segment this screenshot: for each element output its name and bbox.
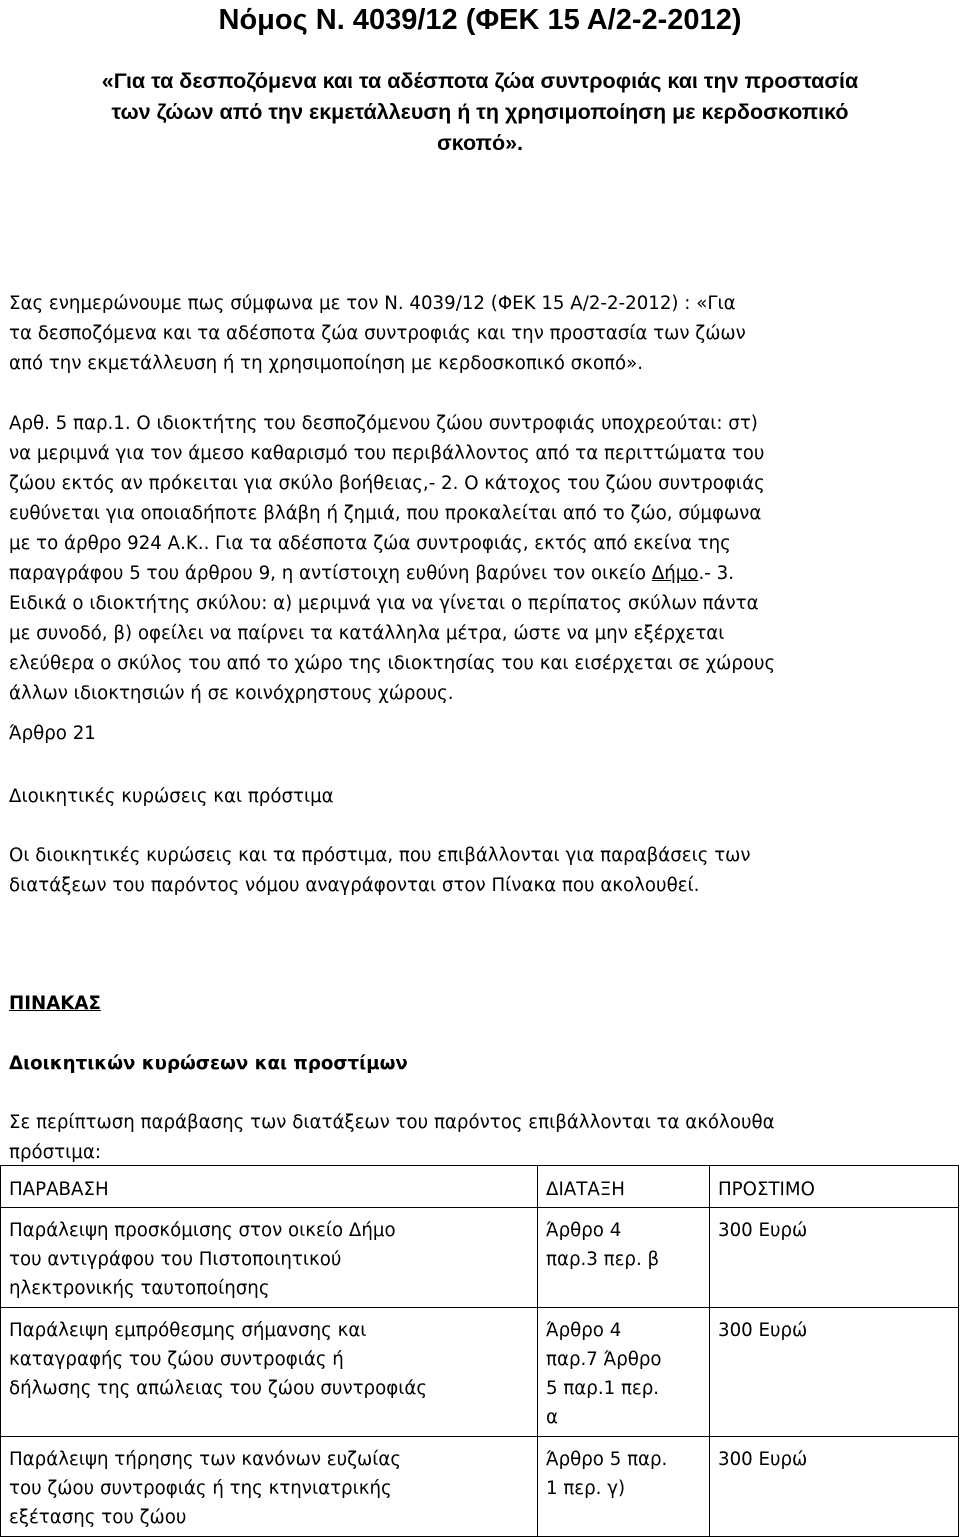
violation-line: Παράλειψη εμπρόθεσμης σήμανσης και — [9, 1320, 367, 1341]
article-21-title-text: Άρθρο 21 — [9, 723, 96, 744]
article-line: με συνοδό, β) οφείλει να παίρνει τα κατάλληλα μέτρα, ώστε να μην εξέρχεται — [9, 623, 725, 644]
violation-line: δήλωσης της απώλειας του ζώου συντροφιάς — [9, 1378, 428, 1399]
violation-cell — [1, 1208, 538, 1308]
violation-line: καταγραφής του ζώου συντροφιάς ή — [9, 1349, 344, 1370]
header-violation: ΠΑΡΑΒΑΣΗ — [1, 1166, 538, 1208]
article-21-line: Οι διοικητικές κυρώσεις και τα πρόστιμα, που επιβάλλονται για παραβάσεις των — [9, 845, 751, 866]
header-fine: ΠΡΟΣΤΙΜΟ — [710, 1166, 959, 1208]
pinakas-subtitle-text: Διοικητικών κυρώσεων και προστίμων — [9, 1053, 408, 1074]
article-21-title — [9, 719, 954, 749]
table-row — [1, 1308, 959, 1437]
intro-line: Σας ενημερώνουμε πως σύμφωνα με τον Ν. 4039/12 (ΦΕΚ 15 Α/2-2-2012) : «Για — [9, 293, 736, 314]
provision-line: 1 περ. γ) — [546, 1478, 626, 1499]
violation-line: Παράλειψη προσκόμισης στον οικείο Δήμο — [9, 1220, 396, 1241]
article-line: ζώου εκτός αν πρόκειται για σκύλο βοήθειας,- 2. Ο κάτοχος του ζώου συντροφιάς — [9, 473, 765, 494]
table-header-row — [1, 1166, 959, 1208]
violation-line: του αντιγράφου του Πιστοποιητικού — [9, 1249, 342, 1270]
subtitle-line: σκοπό». — [436, 131, 524, 155]
provision-line: α — [546, 1407, 558, 1428]
pinakas-title — [9, 989, 954, 1019]
article-line-tail: .- 3. — [698, 563, 734, 584]
article-line: ευθύνεται για οποιαδήποτε βλάβη ή ζημιά, που προκαλείται από το ζώο, σύμφωνα — [9, 503, 762, 524]
document-title: Νόμος Ν. 4039/12 (ΦΕΚ 15 Α/2-2-2012) — [218, 4, 742, 36]
article-line: άλλων ιδιοκτησιών ή σε κοινόχρηστους χώρους. — [9, 683, 454, 704]
subtitle-line: των ζώων από την εκμετάλλευση ή τη χρησιμοποίηση με κερδοσκοπικό — [111, 100, 849, 124]
provision-line: παρ.3 περ. β — [546, 1249, 660, 1270]
subtitle-line: «Για τα δεσποζόμενα και τα αδέσποτα ζώα συντροφιάς και την προστασία — [101, 69, 859, 93]
provision-cell — [538, 1437, 710, 1537]
provision-line: Άρθρο 4 — [546, 1320, 622, 1341]
provision-cell — [538, 1308, 710, 1437]
article-5-paragraph — [9, 409, 954, 709]
pinakas-subtitle — [9, 1049, 954, 1079]
violation-line: ηλεκτρονικής ταυτοποίησης — [9, 1278, 270, 1299]
violation-line: εξέτασης του ζώου — [9, 1507, 187, 1528]
law-subtitle — [0, 66, 960, 159]
table-row — [1, 1437, 959, 1537]
pinakas-intro-line: πρόστιμα: — [9, 1142, 101, 1163]
article-line-text: παραγράφου 5 του άρθρου 9, η αντίστοιχη ευθύνη βαρύνει τον οικείο — [9, 563, 652, 584]
article-21-paragraph — [9, 841, 954, 901]
violation-cell — [1, 1437, 538, 1537]
pinakas-intro — [9, 1108, 954, 1168]
provision-line: Άρθρο 4 — [546, 1220, 622, 1241]
article-21-line: διατάξεων του παρόντος νόμου αναγράφονται στον Πίνακα που ακολουθεί. — [9, 875, 700, 896]
article-21-heading-text: Διοικητικές κυρώσεις και πρόστιμα — [9, 786, 334, 807]
fine-cell: 300 Ευρώ — [710, 1308, 959, 1437]
violation-line: του ζώου συντροφιάς ή της κτηνιατρικής — [9, 1478, 392, 1499]
pinakas-intro-line: Σε περίπτωση παράβασης των διατάξεων του παρόντος επιβάλλονται τα ακόλουθα — [9, 1112, 775, 1133]
provision-cell — [538, 1208, 710, 1308]
article-line-with-link — [9, 559, 954, 589]
article-line: με το άρθρο 924 Α.Κ.. Για τα αδέσποτα ζώα συντροφιάς, εκτός από εκείνα της — [9, 533, 731, 554]
provision-line: παρ.7 Άρθρο — [546, 1349, 662, 1370]
fine-cell: 300 Ευρώ — [710, 1437, 959, 1537]
pinakas-title-text: ΠΙΝΑΚΑΣ — [9, 993, 101, 1014]
municipality-link[interactable]: Δήμο — [651, 563, 699, 584]
header-provision: ΔΙΑΤΑΞΗ — [538, 1166, 710, 1208]
intro-paragraph — [9, 289, 954, 379]
intro-line: τα δεσποζόμενα και τα αδέσποτα ζώα συντροφιάς και την προστασία των ζώων — [9, 323, 746, 344]
article-21-heading — [9, 782, 954, 812]
article-line: Ειδικά ο ιδιοκτήτης σκύλου: α) μεριμνά για να γίνεται ο περίπατος σκύλων πάντα — [9, 593, 759, 614]
fines-table — [0, 1165, 959, 1537]
article-line: Αρθ. 5 παρ.1. Ο ιδιοκτήτης του δεσποζόμενου ζώου συντροφιάς υποχρεούται: στ) — [9, 413, 758, 434]
violation-cell — [1, 1308, 538, 1437]
fine-cell: 300 Ευρώ — [710, 1208, 959, 1308]
violation-line: Παράλειψη τήρησης των κανόνων ευζωίας — [9, 1449, 402, 1470]
intro-line: από την εκμετάλλευση ή τη χρησιμοποίηση με κερδοσκοπικό σκοπό». — [9, 353, 643, 374]
table-row — [1, 1208, 959, 1308]
article-line: ελεύθερα ο σκύλος του από το χώρο της ιδιοκτησίας του και εισέρχεται σε χώρους — [9, 653, 776, 674]
provision-line: Άρθρο 5 παρ. — [546, 1449, 668, 1470]
provision-line: 5 παρ.1 περ. — [546, 1378, 660, 1399]
article-line: να μεριμνά για τον άμεσο καθαρισμό του περιβάλλοντος από τα περιττώματα του — [9, 443, 765, 464]
